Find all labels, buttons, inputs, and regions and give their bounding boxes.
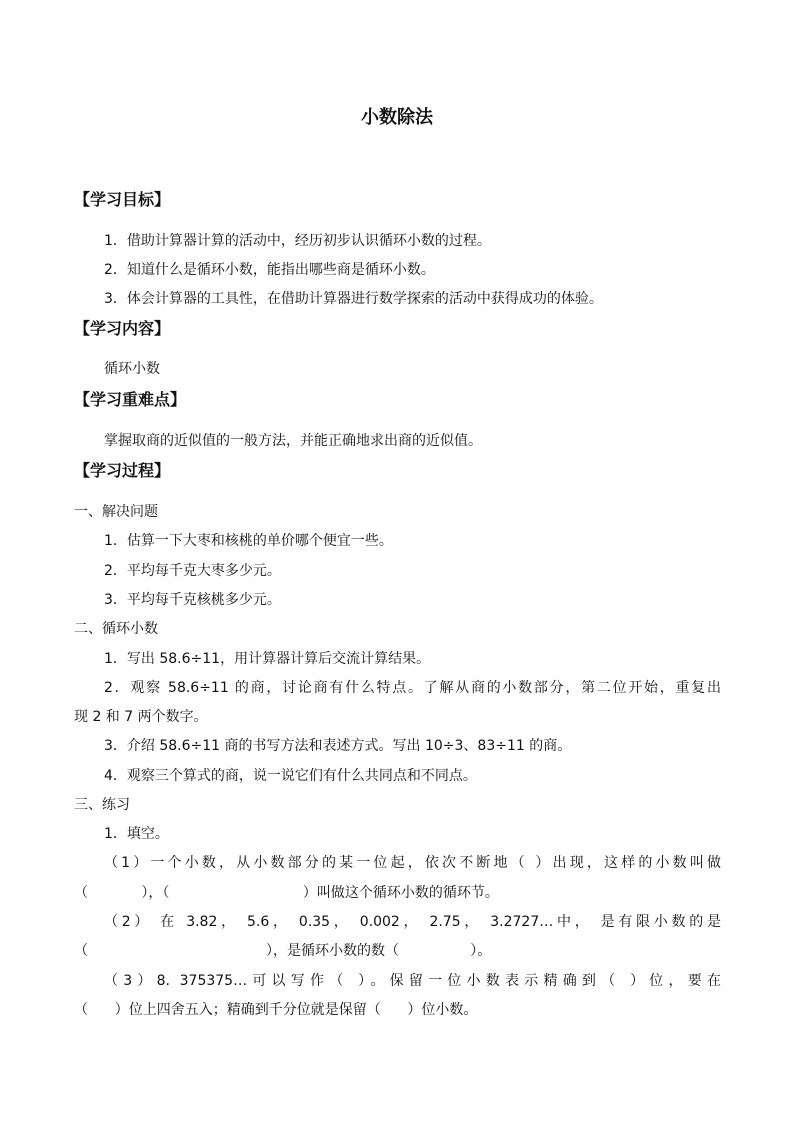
goal-item-3: 3．体会计算器的工具性，在借助计算器进行数学探索的活动中获得成功的体验。 xyxy=(104,291,603,307)
content-text: 循环小数 xyxy=(104,361,160,377)
fill-blank-q1-line-2: （ ），（ ）叫做这个循环小数的循环节。 xyxy=(74,885,499,901)
fill-blank-q2-line-1: （2） 在 3.82， 5.6， 0.35， 0.002， 2.75， 3.2727…中， 是有限小数的是 xyxy=(104,914,721,930)
difficulty-text: 掌握取商的近似值的一般方法，并能正确地求出商的近似值。 xyxy=(104,433,482,449)
part1-item-1: 1．估算一下大枣和核桃的单价哪个便宜一些。 xyxy=(104,533,393,549)
part1-item-2: 2．平均每千克大枣多少元。 xyxy=(104,563,281,579)
part1-title: 一、解决问题 xyxy=(74,504,158,520)
goal-item-1: 1．借助计算器计算的活动中，经历初步认识循环小数的过程。 xyxy=(104,233,491,249)
fill-blank-q1-line-1: （1）一个小数，从小数部分的某一位起，依次不断地（ ）出现，这样的小数叫做 xyxy=(104,855,721,871)
process-heading: 【学习过程】 xyxy=(74,461,171,480)
goal-item-2: 2．知道什么是循环小数，能指出哪些商是循环小数。 xyxy=(104,262,435,278)
part1-item-3: 3．平均每千克核桃多少元。 xyxy=(104,592,281,608)
part2-item-1: 1．写出 58.6÷11，用计算器计算后交流计算结果。 xyxy=(104,651,431,667)
part3-title: 三、练习 xyxy=(74,797,130,813)
difficulty-heading: 【学习重难点】 xyxy=(74,390,187,409)
fill-blank-q2-line-2: （ ），是循环小数的数（ ）。 xyxy=(74,943,492,959)
part2-item-2-line-2: 现 2 和 7 两个数字。 xyxy=(74,709,208,725)
part3-item-1: 1．填空。 xyxy=(104,826,169,842)
page-title: 小数除法 xyxy=(361,107,433,128)
part2-item-4: 4．观察三个算式的商，说一说它们有什么共同点和不同点。 xyxy=(104,768,477,784)
part2-item-2-line-1: 2．观察 58.6÷11 的商，讨论商有什么特点。了解从商的小数部分，第二位开始，重复出 xyxy=(104,680,721,696)
fill-blank-q3-line-2: （ ）位上四舍五入；精确到千分位就是保留（ ）位小数。 xyxy=(74,1002,478,1018)
part2-item-3: 3．介绍 58.6÷11 商的书写方法和表述方式。写出 10÷3、83÷11 的商。 xyxy=(104,738,572,754)
goals-heading: 【学习目标】 xyxy=(74,190,171,209)
fill-blank-q3-line-1: （3）8. 375375…可以写作（ ）。保留一位小数表示精确到（ ）位，要在 xyxy=(104,973,721,989)
content-heading: 【学习内容】 xyxy=(74,319,171,338)
part2-title: 二、循环小数 xyxy=(74,621,158,637)
